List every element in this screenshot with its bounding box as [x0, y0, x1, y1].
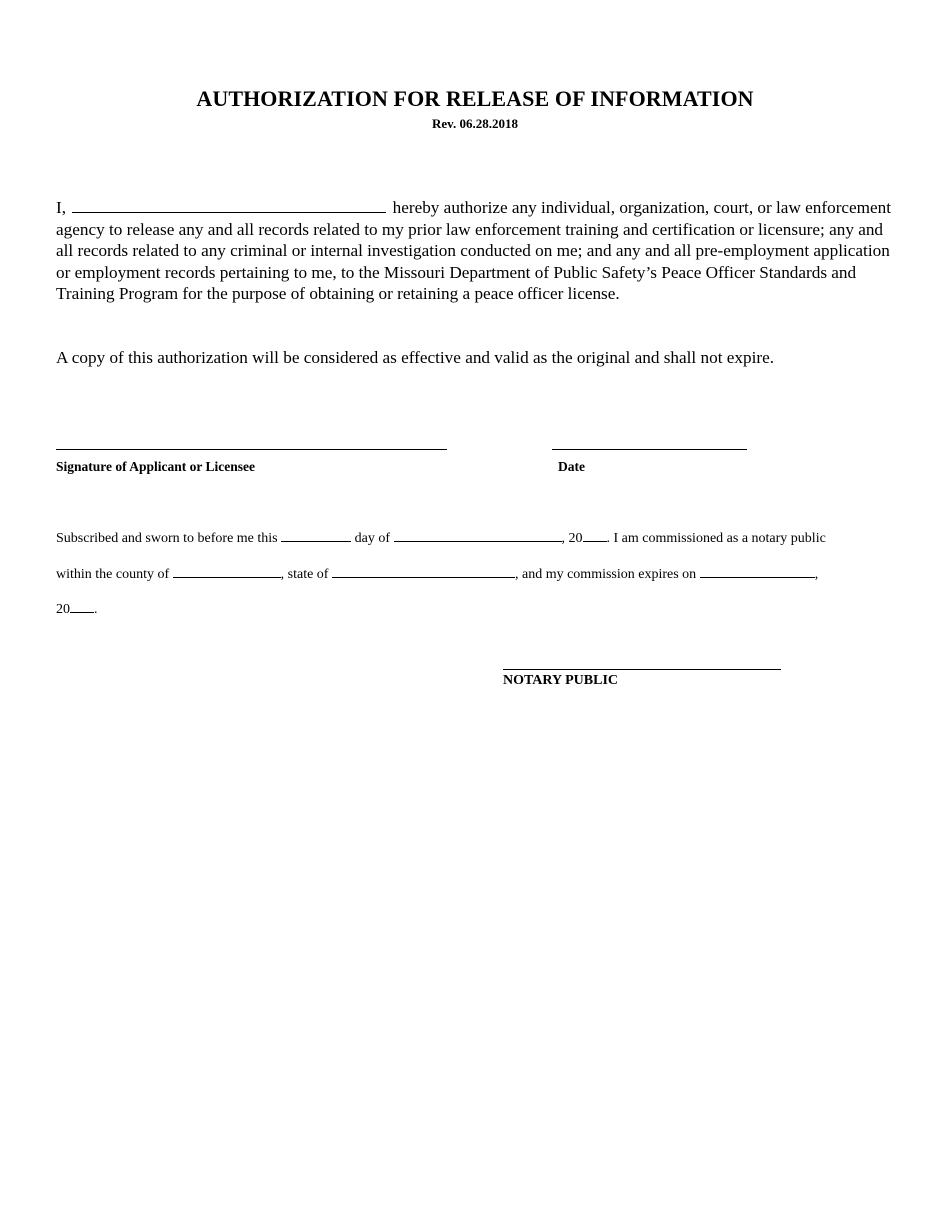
- notary-text: 20: [56, 602, 70, 617]
- paragraph-prefix: I,: [56, 198, 67, 217]
- notary-text: Subscribed and sworn to before me this: [56, 531, 278, 546]
- signature-label: Signature of Applicant or Licensee: [56, 459, 256, 474]
- expiry-year-blank[interactable]: [70, 600, 94, 613]
- notary-line-1: [56, 529, 916, 547]
- applicant-name-blank[interactable]: [72, 198, 386, 213]
- notary-line-2: [56, 565, 916, 583]
- revision-date: Rev. 06.28.2018: [432, 116, 518, 131]
- paragraph-body: enforcement agency to release any and all records related to my prior law enforcement training and certification or licensure; any and all records related to any criminal or internal investigation conducted on me; and any and all pre-employment application or employment records pertaining to me, to the Missouri Department of Public Safety’s Peace Officer Standards and Training Program for the purpose of obtaining or retaining a peace officer license.: [56, 198, 892, 303]
- notary-signature-line[interactable]: [503, 669, 781, 670]
- validity-paragraph: A copy of this authorization will be considered as effective and valid as the original and shall not expire.: [56, 348, 775, 367]
- notary-text: day of: [354, 531, 391, 546]
- notary-text: ,: [814, 567, 819, 582]
- day-blank[interactable]: [281, 529, 351, 542]
- notary-text: , state of: [280, 567, 329, 582]
- notary-text: , and my commission expires on: [514, 567, 697, 582]
- county-blank[interactable]: [173, 565, 281, 578]
- signature-line[interactable]: [56, 449, 447, 450]
- authorization-paragraph: [56, 197, 896, 305]
- document-title: AUTHORIZATION FOR RELEASE OF INFORMATION: [196, 86, 754, 111]
- commission-expiry-blank[interactable]: [700, 565, 815, 578]
- month-blank[interactable]: [394, 529, 562, 542]
- state-blank[interactable]: [332, 565, 515, 578]
- notary-line-3: [56, 600, 916, 618]
- notary-text: within the county of: [56, 567, 170, 582]
- notary-public-label: NOTARY PUBLIC: [503, 673, 619, 688]
- notary-text: . I am commissioned as a notary public: [606, 531, 826, 546]
- date-label: Date: [558, 459, 585, 474]
- notary-text: , 20: [561, 531, 583, 546]
- date-line[interactable]: [552, 449, 747, 450]
- paragraph-line1-rest: hereby authorize any individual, organization, court, or law: [392, 198, 801, 217]
- year-blank[interactable]: [583, 529, 607, 542]
- notary-text: .: [94, 602, 98, 617]
